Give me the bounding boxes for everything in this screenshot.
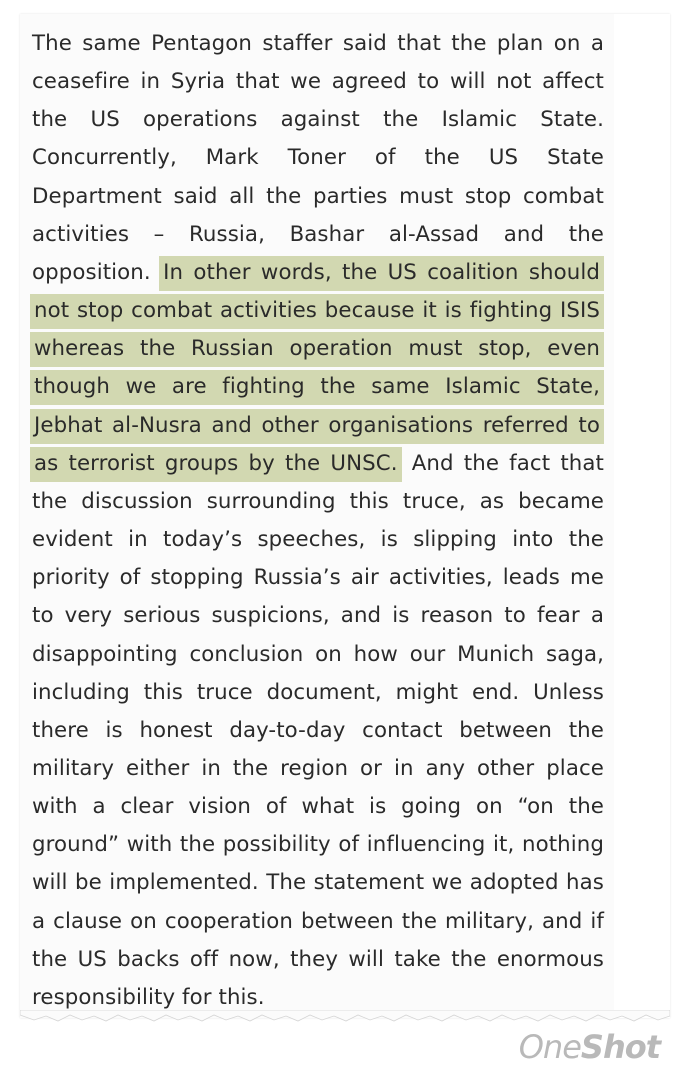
card-right-margin bbox=[614, 14, 670, 1018]
article-text-intro: The same Pentagon staffer said that the plan on a ceasefire in Syria that we agreed to will not affect the US operations against the Islamic State. Concurrently, Mark Toner of the US State Department said all the parties must stop combat activities – Russia, Bashar al-Assad and the opposition. bbox=[32, 31, 604, 285]
article-paragraph bbox=[32, 25, 604, 1017]
logo-word-shot: Shot bbox=[580, 1028, 660, 1066]
article-text bbox=[32, 25, 604, 1017]
logo-word-one: One bbox=[518, 1028, 581, 1066]
oneshot-logo bbox=[519, 1027, 660, 1067]
highlighted-passage: In other words, the US coalition should not stop combat activities because it is fighting ISIS whereas the Russian operation must stop, even though we are fighting the same Islamic State, Jebhat al-Nusra and other organisations referred to as terrorist groups by the UNSC. bbox=[30, 256, 604, 482]
article-text-conclusion: And the fact that the discussion surrounding this truce, as became evident in today’s speeches, is slipping into the priority of stopping Russia’s air activities, leads me to very serious suspicions, and is reason to fear a disappointing conclusion on how our Munich saga, including this truce document, might end. Unless there is honest day-to-day contact between the military either in the region or in any other place with a clear vision of what is going on “on the ground” with the possibility of influencing it, nothing will be implemented. The statement we adopted has a clause on cooperation between the military, and if the US backs off now, they will take the enormous responsibility for this. bbox=[32, 450, 604, 1010]
